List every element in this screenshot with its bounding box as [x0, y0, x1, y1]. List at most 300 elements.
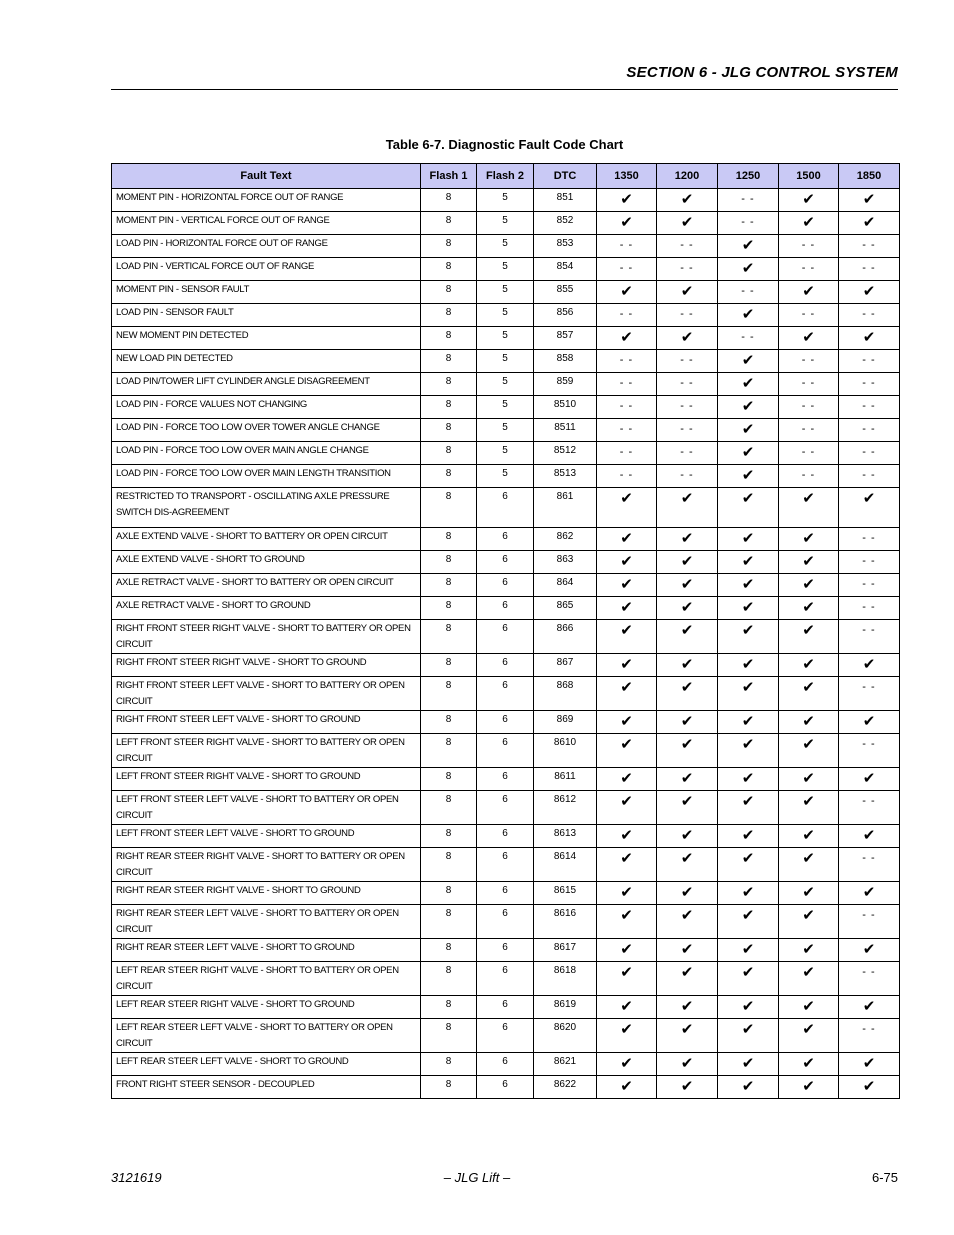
flash-1-cell: 8: [421, 551, 477, 574]
dash-mark: - -: [839, 791, 900, 825]
dtc-cell: 8616: [534, 905, 597, 939]
fault-text-cell: MOMENT PIN - SENSOR FAULT: [112, 281, 421, 304]
table-caption: Table 6-7. Diagnostic Fault Code Chart: [385, 137, 624, 152]
flash-2-cell: 6: [477, 677, 534, 711]
flash-1-cell: 8: [421, 848, 477, 882]
checkmark-icon: ✔: [718, 258, 779, 281]
checkmark-icon: ✔: [657, 939, 718, 962]
checkmark-icon: ✔: [657, 1053, 718, 1076]
fault-text-cell: RIGHT REAR STEER LEFT VALVE - SHORT TO GROUND: [112, 939, 421, 962]
fault-text-cell: LOAD PIN - SENSOR FAULT: [112, 304, 421, 327]
checkmark-icon: ✔: [597, 189, 657, 212]
checkmark-icon: ✔: [839, 189, 900, 212]
checkmark-icon: ✔: [597, 574, 657, 597]
checkmark-icon: ✔: [597, 551, 657, 574]
fault-text-cell: RIGHT FRONT STEER RIGHT VALVE - SHORT TO BATTERY OR OPEN CIRCUIT: [112, 620, 421, 654]
checkmark-icon: ✔: [597, 768, 657, 791]
fault-text-cell: RESTRICTED TO TRANSPORT - OSCILLATING AXLE PRESSURE SWITCH DIS-AGREEMENT: [112, 488, 421, 528]
checkmark-icon: ✔: [839, 939, 900, 962]
checkmark-icon: ✔: [718, 962, 779, 996]
dash-mark: - -: [597, 373, 657, 396]
flash-1-cell: 8: [421, 189, 477, 212]
table-row: [112, 1019, 900, 1053]
checkmark-icon: ✔: [597, 962, 657, 996]
flash-1-cell: 8: [421, 574, 477, 597]
checkmark-icon: ✔: [779, 654, 839, 677]
flash-1-cell: 8: [421, 654, 477, 677]
dash-mark: - -: [718, 327, 779, 350]
checkmark-icon: ✔: [657, 677, 718, 711]
dash-mark: - -: [779, 350, 839, 373]
fault-text-cell: LEFT REAR STEER RIGHT VALVE - SHORT TO BATTERY OR OPEN CIRCUIT: [112, 962, 421, 996]
table-row: [112, 939, 900, 962]
dash-mark: - -: [597, 465, 657, 488]
table-row: [112, 905, 900, 939]
checkmark-icon: ✔: [657, 212, 718, 235]
dash-mark: - -: [839, 574, 900, 597]
flash-2-cell: 5: [477, 327, 534, 350]
checkmark-icon: ✔: [718, 711, 779, 734]
checkmark-icon: ✔: [718, 939, 779, 962]
checkmark-icon: ✔: [718, 1076, 779, 1099]
fault-text-cell: RIGHT FRONT STEER LEFT VALVE - SHORT TO BATTERY OR OPEN CIRCUIT: [112, 677, 421, 711]
checkmark-icon: ✔: [718, 654, 779, 677]
checkmark-icon: ✔: [839, 1076, 900, 1099]
flash-1-cell: 8: [421, 281, 477, 304]
fault-text-cell: FRONT RIGHT STEER SENSOR - DECOUPLED: [112, 1076, 421, 1099]
flash-2-cell: 6: [477, 574, 534, 597]
checkmark-icon: ✔: [839, 1053, 900, 1076]
dtc-cell: 865: [534, 597, 597, 620]
table-row: [112, 996, 900, 1019]
dtc-cell: 8615: [534, 882, 597, 905]
checkmark-icon: ✔: [779, 551, 839, 574]
checkmark-icon: ✔: [657, 488, 718, 528]
flash-2-cell: 5: [477, 212, 534, 235]
checkmark-icon: ✔: [718, 442, 779, 465]
fault-text-cell: AXLE RETRACT VALVE - SHORT TO GROUND: [112, 597, 421, 620]
checkmark-icon: ✔: [779, 905, 839, 939]
flash-1-cell: 8: [421, 488, 477, 528]
flash-1-cell: 8: [421, 791, 477, 825]
dash-mark: - -: [657, 442, 718, 465]
table-row: [112, 304, 900, 327]
dash-mark: - -: [839, 905, 900, 939]
dtc-cell: 857: [534, 327, 597, 350]
fault-text-cell: AXLE EXTEND VALVE - SHORT TO BATTERY OR OPEN CIRCUIT: [112, 528, 421, 551]
checkmark-icon: ✔: [718, 574, 779, 597]
dtc-cell: 8611: [534, 768, 597, 791]
checkmark-icon: ✔: [779, 1053, 839, 1076]
checkmark-icon: ✔: [597, 905, 657, 939]
flash-2-cell: 5: [477, 396, 534, 419]
dtc-cell: 8513: [534, 465, 597, 488]
header-divider: [111, 89, 898, 90]
checkmark-icon: ✔: [597, 327, 657, 350]
checkmark-icon: ✔: [718, 1019, 779, 1053]
dash-mark: - -: [839, 419, 900, 442]
flash-1-cell: 8: [421, 373, 477, 396]
checkmark-icon: ✔: [779, 882, 839, 905]
dtc-cell: 851: [534, 189, 597, 212]
flash-1-cell: 8: [421, 235, 477, 258]
fault-text-cell: RIGHT REAR STEER RIGHT VALVE - SHORT TO BATTERY OR OPEN CIRCUIT: [112, 848, 421, 882]
fault-text-cell: AXLE EXTEND VALVE - SHORT TO GROUND: [112, 551, 421, 574]
dash-mark: - -: [839, 235, 900, 258]
fault-text-cell: RIGHT FRONT STEER LEFT VALVE - SHORT TO GROUND: [112, 711, 421, 734]
dtc-cell: 854: [534, 258, 597, 281]
table-row: [112, 654, 900, 677]
dash-mark: - -: [779, 442, 839, 465]
checkmark-icon: ✔: [779, 620, 839, 654]
flash-1-cell: 8: [421, 465, 477, 488]
fault-text-cell: LOAD PIN - FORCE TOO LOW OVER TOWER ANGLE CHANGE: [112, 419, 421, 442]
dash-mark: - -: [839, 442, 900, 465]
checkmark-icon: ✔: [779, 528, 839, 551]
flash-2-cell: 5: [477, 304, 534, 327]
table-row: [112, 848, 900, 882]
table-row: [112, 597, 900, 620]
checkmark-icon: ✔: [718, 825, 779, 848]
checkmark-icon: ✔: [657, 905, 718, 939]
dtc-cell: 8619: [534, 996, 597, 1019]
checkmark-icon: ✔: [657, 327, 718, 350]
dash-mark: - -: [839, 1019, 900, 1053]
dash-mark: - -: [839, 350, 900, 373]
fault-text-cell: RIGHT REAR STEER RIGHT VALVE - SHORT TO GROUND: [112, 882, 421, 905]
column-header-1200: 1200: [657, 164, 718, 189]
table-row: [112, 825, 900, 848]
table-row: [112, 212, 900, 235]
checkmark-icon: ✔: [718, 677, 779, 711]
flash-2-cell: 6: [477, 734, 534, 768]
checkmark-icon: ✔: [839, 654, 900, 677]
fault-text-cell: LEFT FRONT STEER LEFT VALVE - SHORT TO GROUND: [112, 825, 421, 848]
flash-1-cell: 8: [421, 396, 477, 419]
flash-1-cell: 8: [421, 905, 477, 939]
flash-1-cell: 8: [421, 882, 477, 905]
checkmark-icon: ✔: [597, 597, 657, 620]
table-header-row: [112, 164, 900, 189]
checkmark-icon: ✔: [779, 939, 839, 962]
fault-text-cell: LEFT FRONT STEER RIGHT VALVE - SHORT TO GROUND: [112, 768, 421, 791]
checkmark-icon: ✔: [779, 488, 839, 528]
dtc-cell: 864: [534, 574, 597, 597]
flash-2-cell: 6: [477, 620, 534, 654]
flash-2-cell: 5: [477, 258, 534, 281]
checkmark-icon: ✔: [657, 734, 718, 768]
dash-mark: - -: [597, 258, 657, 281]
fault-text-cell: LOAD PIN - FORCE VALUES NOT CHANGING: [112, 396, 421, 419]
checkmark-icon: ✔: [597, 677, 657, 711]
dtc-cell: 8622: [534, 1076, 597, 1099]
column-header-1500: 1500: [779, 164, 839, 189]
fault-text-cell: LEFT REAR STEER LEFT VALVE - SHORT TO GROUND: [112, 1053, 421, 1076]
checkmark-icon: ✔: [839, 327, 900, 350]
checkmark-icon: ✔: [718, 235, 779, 258]
dash-mark: - -: [657, 304, 718, 327]
flash-1-cell: 8: [421, 528, 477, 551]
flash-1-cell: 8: [421, 327, 477, 350]
checkmark-icon: ✔: [657, 597, 718, 620]
flash-2-cell: 5: [477, 419, 534, 442]
dash-mark: - -: [718, 212, 779, 235]
flash-2-cell: 6: [477, 528, 534, 551]
checkmark-icon: ✔: [779, 597, 839, 620]
dash-mark: - -: [779, 465, 839, 488]
dtc-cell: 852: [534, 212, 597, 235]
checkmark-icon: ✔: [718, 350, 779, 373]
dash-mark: - -: [839, 465, 900, 488]
checkmark-icon: ✔: [718, 528, 779, 551]
column-header-flash-1: Flash 1: [421, 164, 477, 189]
checkmark-icon: ✔: [779, 677, 839, 711]
column-header-1350: 1350: [597, 164, 657, 189]
flash-1-cell: 8: [421, 768, 477, 791]
checkmark-icon: ✔: [718, 768, 779, 791]
table-row: [112, 327, 900, 350]
flash-1-cell: 8: [421, 962, 477, 996]
checkmark-icon: ✔: [839, 882, 900, 905]
flash-2-cell: 6: [477, 996, 534, 1019]
checkmark-icon: ✔: [839, 825, 900, 848]
table-row: [112, 235, 900, 258]
table-row: [112, 419, 900, 442]
checkmark-icon: ✔: [597, 281, 657, 304]
table-row: [112, 189, 900, 212]
dash-mark: - -: [718, 189, 779, 212]
flash-1-cell: 8: [421, 212, 477, 235]
dash-mark: - -: [839, 304, 900, 327]
checkmark-icon: ✔: [597, 654, 657, 677]
checkmark-icon: ✔: [657, 189, 718, 212]
dash-mark: - -: [779, 235, 839, 258]
checkmark-icon: ✔: [718, 1053, 779, 1076]
checkmark-icon: ✔: [779, 825, 839, 848]
fault-text-cell: LEFT REAR STEER LEFT VALVE - SHORT TO BATTERY OR OPEN CIRCUIT: [112, 1019, 421, 1053]
flash-2-cell: 5: [477, 465, 534, 488]
checkmark-icon: ✔: [657, 768, 718, 791]
checkmark-icon: ✔: [597, 1053, 657, 1076]
dtc-cell: 859: [534, 373, 597, 396]
checkmark-icon: ✔: [718, 882, 779, 905]
checkmark-icon: ✔: [657, 551, 718, 574]
dtc-cell: 869: [534, 711, 597, 734]
checkmark-icon: ✔: [779, 327, 839, 350]
checkmark-icon: ✔: [597, 1076, 657, 1099]
checkmark-icon: ✔: [718, 488, 779, 528]
flash-1-cell: 8: [421, 677, 477, 711]
dash-mark: - -: [597, 442, 657, 465]
table-row: [112, 465, 900, 488]
dash-mark: - -: [839, 528, 900, 551]
flash-2-cell: 6: [477, 1053, 534, 1076]
flash-1-cell: 8: [421, 711, 477, 734]
checkmark-icon: ✔: [779, 189, 839, 212]
checkmark-icon: ✔: [718, 304, 779, 327]
flash-1-cell: 8: [421, 825, 477, 848]
checkmark-icon: ✔: [718, 848, 779, 882]
column-header-1850: 1850: [839, 164, 900, 189]
dash-mark: - -: [597, 235, 657, 258]
table-row: [112, 962, 900, 996]
flash-2-cell: 6: [477, 711, 534, 734]
dash-mark: - -: [597, 350, 657, 373]
fault-text-cell: LOAD PIN - VERTICAL FORCE OUT OF RANGE: [112, 258, 421, 281]
checkmark-icon: ✔: [779, 791, 839, 825]
fault-text-cell: LEFT FRONT STEER RIGHT VALVE - SHORT TO BATTERY OR OPEN CIRCUIT: [112, 734, 421, 768]
dash-mark: - -: [779, 373, 839, 396]
dtc-cell: 8612: [534, 791, 597, 825]
dtc-cell: 8621: [534, 1053, 597, 1076]
flash-1-cell: 8: [421, 350, 477, 373]
checkmark-icon: ✔: [597, 1019, 657, 1053]
dash-mark: - -: [718, 281, 779, 304]
footer-page-number: 6-75: [871, 1170, 898, 1185]
dash-mark: - -: [839, 734, 900, 768]
checkmark-icon: ✔: [597, 848, 657, 882]
flash-2-cell: 5: [477, 281, 534, 304]
diagnostic-fault-code-table: [111, 163, 900, 1099]
dash-mark: - -: [839, 620, 900, 654]
column-header-1250: 1250: [718, 164, 779, 189]
checkmark-icon: ✔: [657, 825, 718, 848]
checkmark-icon: ✔: [657, 996, 718, 1019]
dash-mark: - -: [597, 419, 657, 442]
checkmark-icon: ✔: [779, 212, 839, 235]
flash-2-cell: 5: [477, 373, 534, 396]
fault-text-cell: NEW MOMENT PIN DETECTED: [112, 327, 421, 350]
column-header-flash-2: Flash 2: [477, 164, 534, 189]
flash-2-cell: 6: [477, 939, 534, 962]
checkmark-icon: ✔: [657, 848, 718, 882]
flash-2-cell: 6: [477, 905, 534, 939]
flash-1-cell: 8: [421, 1053, 477, 1076]
fault-text-cell: RIGHT REAR STEER LEFT VALVE - SHORT TO BATTERY OR OPEN CIRCUIT: [112, 905, 421, 939]
checkmark-icon: ✔: [657, 620, 718, 654]
table-row: [112, 711, 900, 734]
checkmark-icon: ✔: [657, 882, 718, 905]
dtc-cell: 8614: [534, 848, 597, 882]
checkmark-icon: ✔: [597, 711, 657, 734]
flash-2-cell: 5: [477, 189, 534, 212]
fault-text-cell: LEFT FRONT STEER LEFT VALVE - SHORT TO BATTERY OR OPEN CIRCUIT: [112, 791, 421, 825]
dash-mark: - -: [839, 258, 900, 281]
flash-2-cell: 6: [477, 597, 534, 620]
table-row: [112, 791, 900, 825]
checkmark-icon: ✔: [779, 996, 839, 1019]
checkmark-icon: ✔: [597, 791, 657, 825]
checkmark-icon: ✔: [779, 1076, 839, 1099]
table-row: [112, 488, 900, 528]
flash-2-cell: 6: [477, 962, 534, 996]
fault-text-cell: LEFT REAR STEER RIGHT VALVE - SHORT TO GROUND: [112, 996, 421, 1019]
dtc-cell: 861: [534, 488, 597, 528]
flash-2-cell: 5: [477, 350, 534, 373]
checkmark-icon: ✔: [779, 1019, 839, 1053]
checkmark-icon: ✔: [657, 1076, 718, 1099]
dash-mark: - -: [839, 396, 900, 419]
footer-publisher: – JLG Lift –: [443, 1170, 511, 1185]
table-row: [112, 574, 900, 597]
checkmark-icon: ✔: [779, 711, 839, 734]
table-row: [112, 620, 900, 654]
checkmark-icon: ✔: [657, 574, 718, 597]
checkmark-icon: ✔: [718, 620, 779, 654]
flash-2-cell: 6: [477, 848, 534, 882]
dash-mark: - -: [839, 551, 900, 574]
flash-2-cell: 6: [477, 882, 534, 905]
dash-mark: - -: [839, 373, 900, 396]
table-row: [112, 768, 900, 791]
table-row: [112, 551, 900, 574]
checkmark-icon: ✔: [657, 281, 718, 304]
flash-2-cell: 6: [477, 1076, 534, 1099]
checkmark-icon: ✔: [718, 551, 779, 574]
fault-text-cell: AXLE RETRACT VALVE - SHORT TO BATTERY OR OPEN CIRCUIT: [112, 574, 421, 597]
flash-2-cell: 6: [477, 654, 534, 677]
checkmark-icon: ✔: [718, 465, 779, 488]
dash-mark: - -: [779, 419, 839, 442]
flash-1-cell: 8: [421, 1076, 477, 1099]
table-row: [112, 373, 900, 396]
column-header-fault-text: Fault Text: [112, 164, 421, 189]
checkmark-icon: ✔: [718, 905, 779, 939]
flash-1-cell: 8: [421, 939, 477, 962]
fault-text-cell: LOAD PIN - FORCE TOO LOW OVER MAIN LENGTH TRANSITION: [112, 465, 421, 488]
checkmark-icon: ✔: [718, 734, 779, 768]
dtc-cell: 868: [534, 677, 597, 711]
checkmark-icon: ✔: [597, 939, 657, 962]
checkmark-icon: ✔: [597, 734, 657, 768]
table-row: [112, 528, 900, 551]
checkmark-icon: ✔: [597, 528, 657, 551]
checkmark-icon: ✔: [779, 768, 839, 791]
table-row: [112, 734, 900, 768]
checkmark-icon: ✔: [839, 281, 900, 304]
dtc-cell: 853: [534, 235, 597, 258]
checkmark-icon: ✔: [657, 962, 718, 996]
table-row: [112, 350, 900, 373]
flash-2-cell: 6: [477, 768, 534, 791]
fault-text-cell: RIGHT FRONT STEER RIGHT VALVE - SHORT TO GROUND: [112, 654, 421, 677]
fault-text-cell: NEW LOAD PIN DETECTED: [112, 350, 421, 373]
dash-mark: - -: [657, 373, 718, 396]
checkmark-icon: ✔: [839, 212, 900, 235]
checkmark-icon: ✔: [779, 734, 839, 768]
table-row: [112, 442, 900, 465]
checkmark-icon: ✔: [657, 654, 718, 677]
checkmark-icon: ✔: [597, 996, 657, 1019]
table-body: [112, 189, 900, 1099]
checkmark-icon: ✔: [718, 373, 779, 396]
checkmark-icon: ✔: [597, 620, 657, 654]
table-row: [112, 258, 900, 281]
dash-mark: - -: [779, 258, 839, 281]
dash-mark: - -: [839, 962, 900, 996]
flash-1-cell: 8: [421, 419, 477, 442]
dash-mark: - -: [657, 465, 718, 488]
flash-1-cell: 8: [421, 620, 477, 654]
table-row: [112, 1053, 900, 1076]
flash-1-cell: 8: [421, 304, 477, 327]
table-row: [112, 882, 900, 905]
flash-1-cell: 8: [421, 597, 477, 620]
dtc-cell: 866: [534, 620, 597, 654]
fault-text-cell: LOAD PIN - HORIZONTAL FORCE OUT OF RANGE: [112, 235, 421, 258]
dash-mark: - -: [779, 304, 839, 327]
table-row: [112, 1076, 900, 1099]
